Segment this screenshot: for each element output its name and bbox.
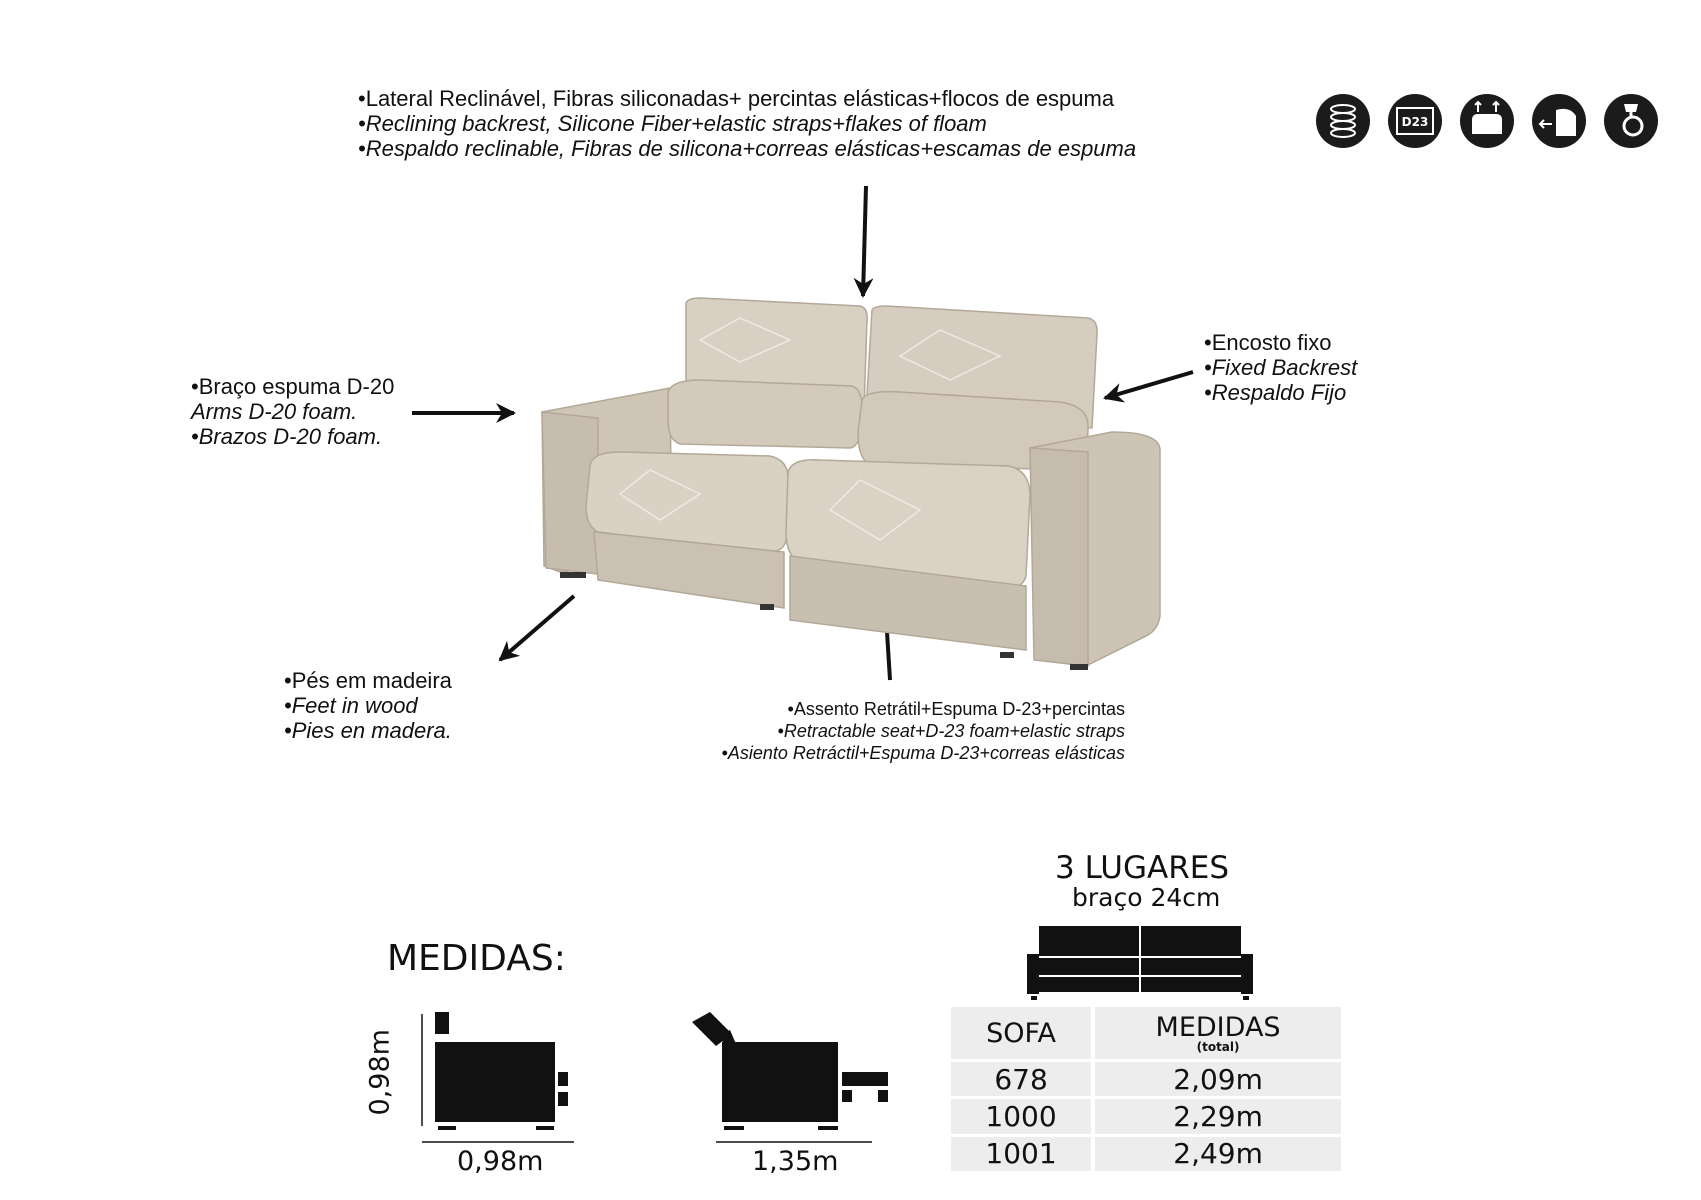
reclined-profile-diagram: [680, 1000, 900, 1150]
model-title: 3 LUGARES: [1055, 850, 1230, 886]
header-medidas-sub: (total): [1196, 1040, 1240, 1054]
feet-feature-pt: •Pés em madeira: [284, 668, 452, 693]
table-row: [951, 1137, 1341, 1171]
fixed-backrest-en: •Fixed Backrest: [1204, 355, 1358, 380]
model-subtitle: braço 24cm: [1072, 883, 1221, 912]
feature-icons-row: [1314, 92, 1674, 172]
sofa-size-table: [947, 1004, 1345, 1174]
feet-feature-en: •Feet in wood: [284, 693, 418, 718]
foam-d23-icon: [1386, 92, 1450, 155]
backrest-feature-pt: •Lateral Reclinável, Fibras siliconadas+ percintas elásticas+flocos de espuma: [358, 86, 1115, 111]
arrow-fixed-backrest: [1105, 372, 1193, 398]
side-profile-diagram: [380, 1000, 580, 1170]
sofa-size-cell: 2,09m: [1095, 1062, 1341, 1096]
header-medidas-label: MEDIDAS: [1155, 1012, 1281, 1043]
arrow-backrest: [863, 186, 866, 296]
feet-feature-es: •Pies en madera.: [284, 718, 452, 743]
dimensions-title: MEDIDAS:: [387, 938, 566, 979]
seat-feature-pt: •Assento Retrátil+Espuma D-23+percintas: [787, 699, 1125, 719]
arrow-feet: [500, 596, 574, 660]
table-header-row: [951, 1007, 1341, 1059]
table-row: [951, 1099, 1341, 1133]
header-sofa: SOFA: [951, 1007, 1091, 1059]
sofa-model-cell: 678: [951, 1062, 1091, 1096]
table-row: [951, 1062, 1341, 1096]
arms-feature-pt: •Braço espuma D-20: [191, 374, 395, 399]
seat-feature-en: •Retractable seat+D-23 foam+elastic straps: [777, 721, 1125, 741]
sofa-size-cell: 2,49m: [1095, 1137, 1341, 1171]
fixed-backrest-es: •Respaldo Fijo: [1204, 380, 1347, 405]
backrest-feature-es: •Respaldo reclinable, Fibras de silicona+correas elásticas+escamas de espuma: [358, 136, 1137, 161]
backrest-feature-en: •Reclining backrest, Silicone Fiber+elastic straps+flakes of floam: [358, 111, 987, 136]
seat-feature-es: •Asiento Retráctil+Espuma D-23+correas elásticas: [721, 743, 1125, 763]
height-dimension: 0,98m: [364, 1029, 396, 1116]
sofa-model-cell: 1001: [951, 1137, 1091, 1171]
removable-backrest-icon: [1458, 92, 1522, 155]
sofa-model-cell: 1000: [951, 1099, 1091, 1133]
arms-feature-es: •Brazos D-20 foam.: [191, 424, 383, 449]
header-medidas: [1095, 1007, 1341, 1059]
foam-badge-text: D23: [1401, 115, 1429, 129]
sofa-photo: [542, 298, 1160, 670]
sofa-top-view-diagram: [1025, 918, 1265, 1000]
caster-icon: [1602, 92, 1666, 155]
depth-reclined-dimension: 1,35m: [752, 1146, 839, 1177]
sofa-size-cell: 2,29m: [1095, 1099, 1341, 1133]
arms-feature-en: Arms D-20 foam.: [191, 399, 358, 424]
spring-icon: [1314, 92, 1378, 155]
fixed-backrest-pt: •Encosto fixo: [1204, 330, 1332, 355]
removable-arm-icon: [1530, 92, 1594, 155]
depth-dimension: 0,98m: [457, 1146, 544, 1177]
